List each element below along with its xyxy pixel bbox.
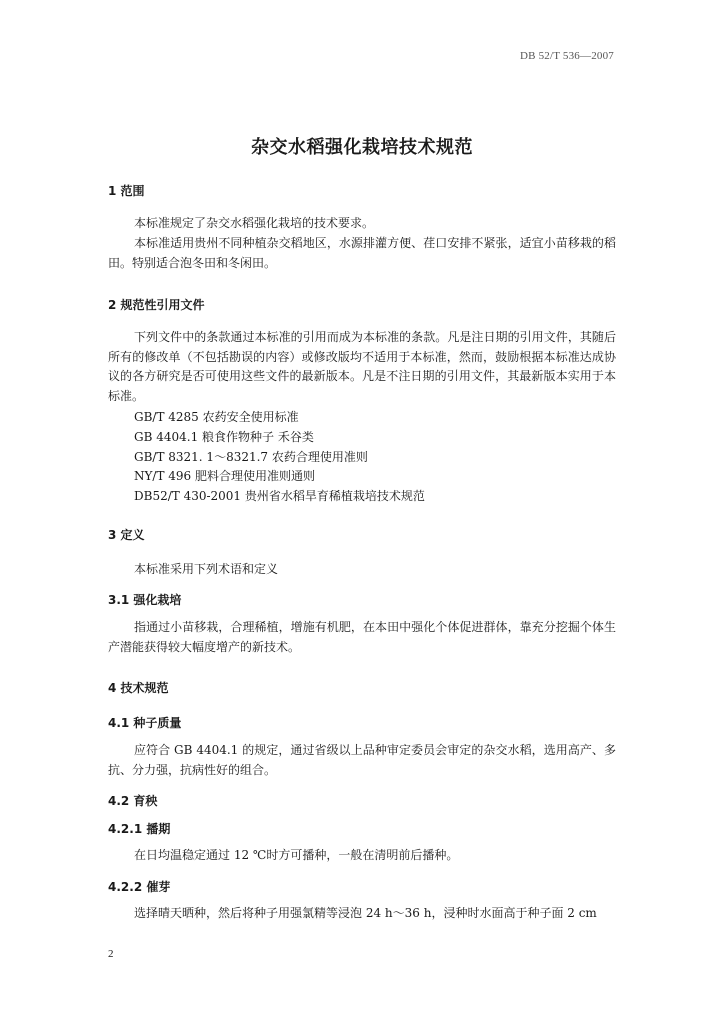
section-2-paragraph-1: 下列文件中的条款通过本标准的引用而成为本标准的条款。凡是注日期的引用文件，其随后所有的修改单（不包括勘误的内容）或修改版均不适用于本标准，然而，鼓励根据本标准达成协议的各方研究是否可使用这些文件的最新版本。凡是不注日期的引用文件，其最新版本实用于本标准。 bbox=[108, 330, 616, 403]
section-1-paragraph-2: 本标准适用贵州不同种植杂交稻地区，水源排灌方便、荏口安排不紧张，适宜小苗移栽的稻田。特别适合泡冬田和冬闲田。 bbox=[108, 236, 616, 270]
standard-code-header: DB 52/T 536—2007 bbox=[519, 50, 614, 62]
reference-item: GB 4404.1 粮食作物种子 禾谷类 bbox=[134, 430, 314, 444]
reference-item: DB52/T 430-2001 贵州省水稻旱育稀植栽培技术规范 bbox=[134, 489, 425, 503]
section-4-2-1-heading: 4.2.1 播期 bbox=[108, 822, 171, 836]
section-1-heading: 1 范围 bbox=[108, 184, 145, 198]
section-4-2-2-heading: 4.2.2 催芽 bbox=[108, 880, 171, 894]
reference-item: GB/T 4285 农药安全使用标准 bbox=[134, 410, 299, 424]
reference-item: GB/T 8321. 1～8321.7 农药合理使用准则 bbox=[134, 450, 368, 464]
section-3-heading: 3 定义 bbox=[108, 528, 145, 542]
section-1-paragraph-1: 本标准规定了杂交水稻强化栽培的技术要求。 bbox=[134, 216, 375, 230]
section-4-1-heading: 4.1 种子质量 bbox=[108, 716, 182, 730]
document-title: 杂交水稻强化栽培技术规范 bbox=[251, 137, 473, 158]
section-3-1-paragraph: 指通过小苗移栽，合理稀植，增施有机肥，在本田中强化个体促进群体，靠充分挖掘个体生产潜能获得较大幅度增产的新技术。 bbox=[108, 620, 616, 654]
section-3-1-heading: 3.1 强化栽培 bbox=[108, 593, 182, 607]
section-4-heading: 4 技术规范 bbox=[108, 681, 169, 695]
section-2-heading: 2 规范性引用文件 bbox=[108, 298, 205, 312]
section-4-2-heading: 4.2 育秧 bbox=[108, 794, 158, 808]
section-4-2-2-paragraph: 选择晴天晒种，然后将种子用强氯精等浸泡 24 h～36 h，浸种时水面高于种子面 2 cm bbox=[134, 906, 597, 920]
section-3-paragraph-1: 本标准采用下列术语和定义 bbox=[134, 562, 279, 576]
section-4-2-1-paragraph: 在日均温稳定通过 12 ℃时方可播种，一般在清明前后播种。 bbox=[134, 848, 459, 862]
section-4-1-paragraph: 应符合 GB 4404.1 的规定，通过省级以上品种审定委员会审定的杂交水稻，选用高产、多抗、分力强，抗病性好的组合。 bbox=[108, 743, 616, 777]
reference-item: NY/T 496 肥料合理使用准则通则 bbox=[134, 469, 316, 483]
page-number: 2 bbox=[108, 948, 114, 960]
